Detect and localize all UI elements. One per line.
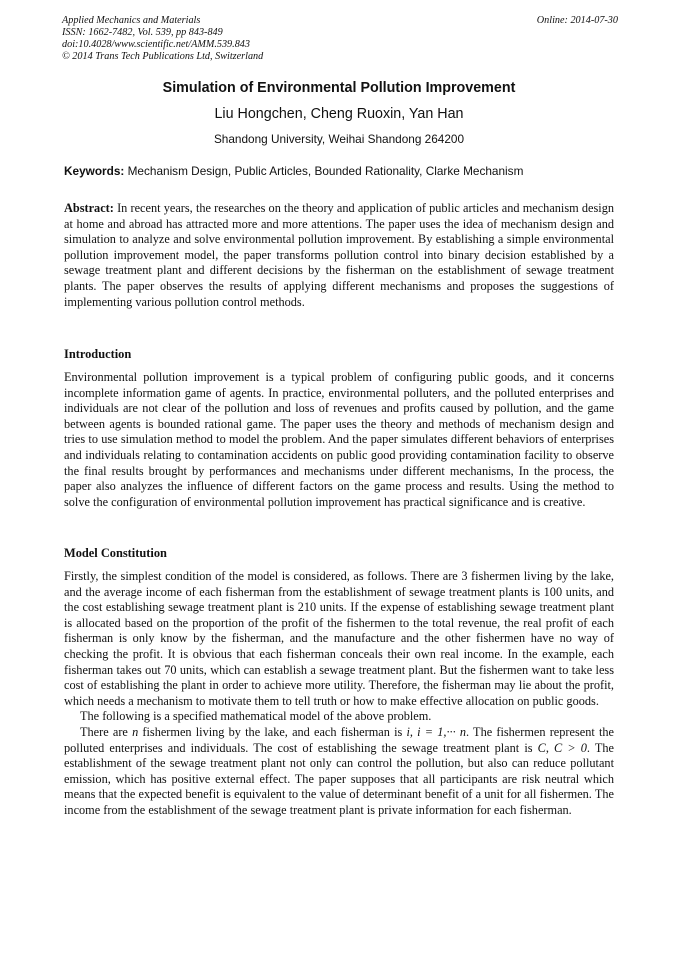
journal-header <box>62 15 618 63</box>
paper-title: Simulation of Environmental Pollution Improvement <box>162 80 516 96</box>
model-heading: Model Constitution <box>64 546 167 560</box>
affiliation: Shandong University, Weihai Shandong 264200 <box>213 132 465 146</box>
model-paragraph-2: The following is a specified mathematical model of the above problem. <box>80 709 432 724</box>
keywords-text: Mechanism Design, Public Articles, Bounded Rationality, Clarke Mechanism <box>127 164 524 178</box>
symbol-i: i, i = 1,··· n <box>406 724 467 739</box>
model-paragraph-3: There are n fishermen living by the lake, and each fisherman is i, i = 1,··· n. The fishermen represent the polluted enterprises and individuals. The cost of establishing the sewage treatment plant is C, C > 0. The establishment of the sewage treatment plant not only can control the pollution, but also can reduce pollutant emission, which has positive external effect. The paper supposes that all participants are risk neutral which means that the expected benefit is equivalent to the value of determinant benefit of a unit for all fishermen. The income from the establishment of the sewage treatment plant is private information for each fisherman. <box>64 724 615 817</box>
copyright-line: © 2014 Trans Tech Publications Ltd, Switzerland <box>62 51 264 62</box>
value-210: 210 <box>297 600 317 615</box>
abstract-text: In recent years, the researches on the theory and application of public articles and mechanism design at home and abroad has attracted more and more attentions. The paper uses the idea of mechanism design and simulation to analyze and solve environmental pollution improvement. By establishing a simple environmental pollution improvement model, the paper transforms pollution control into binary decision established by a sewage treatment plant and different decisions by the fisherman on the establishment of sewage treatment plants. The paper observes the results of applying different mechanisms and proposes the suggestions of implementing various pollution control methods. <box>64 201 614 309</box>
doi-line: doi:10.4028/www.scientific.net/AMM.539.843 <box>62 39 250 50</box>
abstract <box>64 201 614 310</box>
online-date: Online: 2014-07-30 <box>536 15 618 26</box>
value-100: 100 <box>543 584 563 599</box>
paper-authors: Liu Hongchen, Cheng Ruoxin, Yan Han <box>214 106 464 122</box>
issn-line: ISSN: 1662-7482, Vol. 539, pp 843-849 <box>62 27 223 38</box>
model-paragraph-1: Firstly, the simplest condition of the model is considered, as follows. There are 3 fishermen living by the lake, and the average income of each fisherman from the establishment of sewage treatment plants is 100 units, and the cost establishing sewage treatment plant is 210 units. If the expense of establishing sewage treatment plant is allocated based on the proportion of the profit of the fishermen to the total revenue, the real profit of each fisherman is only know by the fisherman, and the manufacture and the other fishermen have no way of checking the profit. It is obvious that each fisherman conceals their own real income. In the example, each fisherman takes out 70 units, which can establish a sewage treatment plant. But the fishermen want to take less cost of establishing the plant in order to achieve more utility. Therefore, the fisherman may lie about the profit, which needs a mechanism to motivate them to tell truth or how to make effective allocation on public goods. <box>64 569 615 708</box>
keywords-label: Keywords: <box>64 164 125 178</box>
symbol-n: n <box>132 724 139 739</box>
symbol-C-positive: C > 0 <box>554 740 587 755</box>
symbol-C: C <box>537 740 546 755</box>
journal-name: Applied Mechanics and Materials <box>62 15 201 26</box>
abstract-label: Abstract: <box>64 201 114 215</box>
keywords <box>64 164 616 178</box>
introduction-heading: Introduction <box>64 347 132 361</box>
model-text <box>64 569 614 819</box>
introduction-text: Environmental pollution improvement is a typical problem of configuring public goods, and it concerns incomplete information game of agents. In practice, environmental polluters, and the polluted enterprises and individuals are not clear of the pollution and loss of revenues and profits caused by pollution, and the game between agents is bounded rational game. The paper uses the theory and methods of mechanism design and tries to use simulation method to model the problem. And the paper simulates different behaviors of enterprises and individuals relating to contamination accidents on public good providing contamination facility to observe the final results brought by performances and mechanisms under different mechanisms, In the process, the paper also analyzes the influence of different factors on the game process and results. Using the method to solve the configuration of environmental pollution improvement has practical significance and is creative. <box>64 370 614 509</box>
